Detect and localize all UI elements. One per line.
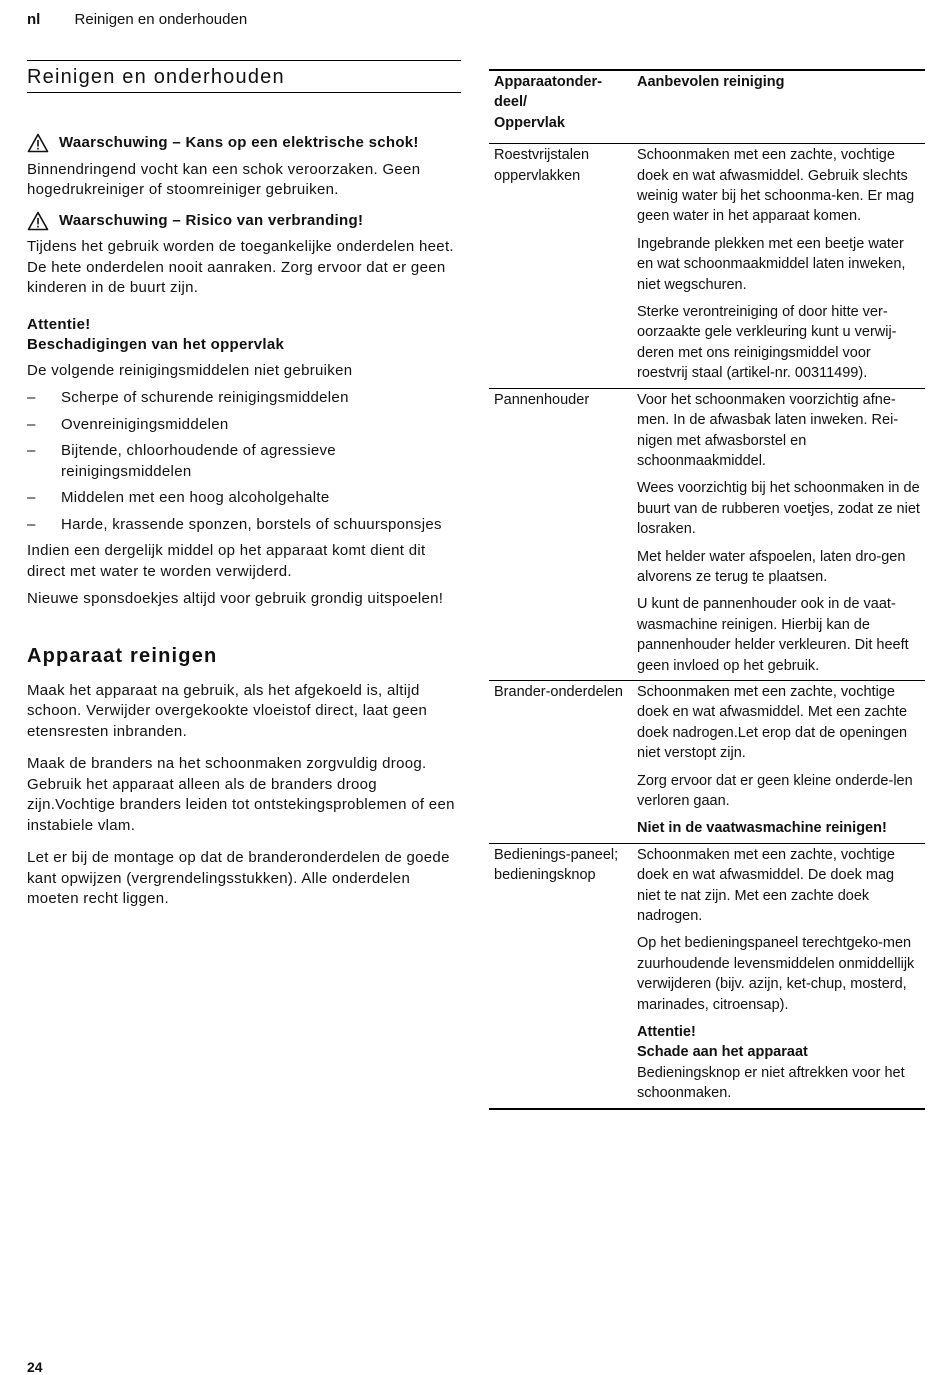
warning-burn-title: Waarschuwing – Risico van verbranding!	[59, 211, 364, 229]
cleaning-text: Wees voorzichtig bij het schoonmaken in de buurt van de rubberen voetjes, zodat ze niet losraken.	[637, 480, 920, 538]
cleaning-agent-list	[27, 388, 461, 535]
header-part: Apparaatonder- deel/ Oppervlak	[489, 70, 632, 144]
section2-paragraph-3: Let er bij de montage op dat de branderonderdelen de goede kant opwijzen (vergrendelingsstukken). Alle onderdelen moeten recht liggen.	[27, 849, 450, 907]
warning-burn-text: Tijdens het gebruik worden de toegankelijke onderdelen heet. De hete onderdelen nooit aanraken. Zorg ervoor dat er geen kinderen in de buurt zijn.	[27, 238, 454, 296]
cleaning-text: Op het bedieningspaneel terechtgeko-men zuurhoudende levensmiddelen onmiddellijk verwijderen (bijv. azijn, ket-chup, mosterd, marinades, citroensap).	[637, 935, 915, 1013]
attention-title: Beschadigingen van het oppervlak	[27, 336, 285, 353]
table-cell-part: Brander-onderdelen	[489, 680, 632, 843]
section2-body	[27, 681, 461, 910]
warning-burn	[27, 211, 461, 232]
table-cell-cleaning	[632, 144, 925, 388]
cleaning-text: Schoonmaken met een zachte, vochtige doek en wat afwasmiddel. Met een zachte doek nadrogen.Let erop dat de openingen niet verstopt zijn.	[637, 683, 908, 762]
page-number: 24	[27, 1359, 43, 1375]
list-item: – Harde, krassende sponzen, borstels of schuursponsjes	[27, 515, 461, 536]
warning-electric-text: Binnendringend vocht kan een schok veroorzaken. Geen hogedrukreiniger of stoomreiniger gebruiken.	[27, 160, 421, 198]
running-title: Reinigen en onderhouden	[74, 11, 248, 28]
attention-intro: De volgende reinigingsmiddelen niet gebruiken	[27, 361, 353, 379]
table-cell-cleaning	[632, 388, 925, 680]
list-item: – Scherpe of schurende reinigingsmiddelen	[27, 388, 461, 409]
cleaning-text: Ingebrande plekken met een beetje water en wat schoonmaakmiddel laten inweken, niet wegschuren.	[637, 235, 906, 293]
cleaning-text: U kunt de pannenhouder ook in de vaat-wasmachine reinigen. Hierbij kan de pannenhouder helder verkleuren. Dit heeft geen invloed op het gebruik.	[637, 596, 909, 674]
table-cell-part: Bedienings-paneel; bedieningsknop	[489, 843, 632, 1108]
list-item: – Ovenreinigingsmiddelen	[27, 415, 461, 436]
language-code: nl	[27, 11, 41, 28]
cleaning-text: Zorg ervoor dat er geen kleine onderde-len verloren gaan.	[637, 772, 913, 809]
table-row	[489, 843, 925, 1108]
table-attention-label: Attentie!	[637, 1024, 696, 1041]
attention-label: Attentie!	[27, 315, 91, 333]
table-row	[489, 388, 925, 680]
table-row	[489, 680, 925, 843]
table-attention-title: Schade aan het apparaat	[637, 1044, 808, 1061]
table-cell-cleaning	[632, 680, 925, 843]
table-attention-text: Bedieningsknop er niet aftrekken voor het schoonmaken.	[637, 1064, 905, 1102]
table-cell-part: Pannenhouder	[489, 388, 632, 680]
cleaning-text: Met helder water afspoelen, laten dro-gen alvorens ze terug te plaatsen.	[637, 548, 906, 585]
table-attention-note	[637, 1022, 921, 1104]
section2-title: Apparaat reinigen	[27, 644, 218, 667]
table-cell-cleaning	[632, 843, 925, 1108]
cleaning-text: Schoonmaken met een zachte, vochtige doek en wat afwasmiddel. De doek mag niet te nat zijn. Met een zachte doek nadrogen.	[637, 846, 895, 925]
list-item: – Bijtende, chloorhoudende of agressieve reinigingsmiddelen	[27, 441, 461, 482]
table-header-row	[489, 70, 925, 144]
section2-paragraph-1: Maak het apparaat na gebruik, als het afgekoeld is, altijd schoon. Verwijder overgekookte vloeistof direct, laat geen etensresten inbranden.	[27, 681, 428, 740]
warning-electric	[27, 133, 461, 154]
warning-electric-title: Waarschuwing – Kans op een elektrische schok!	[59, 134, 419, 151]
section-title: Reinigen en onderhouden	[27, 60, 461, 93]
page-header	[27, 11, 247, 28]
warning-triangle-icon	[27, 133, 49, 153]
list-item: – Middelen met een hoog alcoholgehalte	[27, 488, 461, 509]
section2-paragraph-2: Maak de branders na het schoonmaken zorgvuldig droog. Gebruik het apparaat alleen als de branders droog zijn.Vochtige branders leiden tot ontstekingsproblemen of een instabiele vlam.	[27, 755, 455, 834]
attention-after-1: Indien een dergelijk middel op het apparaat komt dient dit direct met water te worden verwijderd.	[27, 542, 426, 580]
attention-after-2: Nieuwe sponsdoekjes altijd voor gebruik grondig uitspoelen!	[27, 590, 444, 607]
cleaning-table-wrapper	[489, 69, 925, 1110]
left-column	[27, 60, 461, 922]
table-cell-part: Roestvrijstalen oppervlakken	[489, 144, 632, 388]
attention-heading	[27, 315, 461, 356]
header-cleaning: Aanbevolen reiniging	[632, 70, 925, 144]
cleaning-table	[489, 69, 925, 1110]
cleaning-text: Voor het schoonmaken voorzichtig afne-men. In de afwasbak laten inweken. Rei-nigen met afwasborstel en schoonmaakmiddel.	[637, 391, 899, 469]
cleaning-text: Sterke verontreiniging of door hitte ver-oorzaakte gele verkleuring kunt u verwij-deren met ons reinigingsmiddel voor roestvrij staal (artikel-nr. 00311499).	[637, 304, 897, 382]
cleaning-text: Schoonmaken met een zachte, vochtige doek en wat afwasmiddel. Gebruik slechts weinig water bij het schoonma-ken. Er mag geen water in het apparaat komen.	[637, 147, 915, 225]
warning-triangle-icon	[27, 211, 49, 231]
table-row	[489, 144, 925, 388]
dishwasher-warning: Niet in de vaatwasmachine reinigen!	[637, 820, 887, 837]
